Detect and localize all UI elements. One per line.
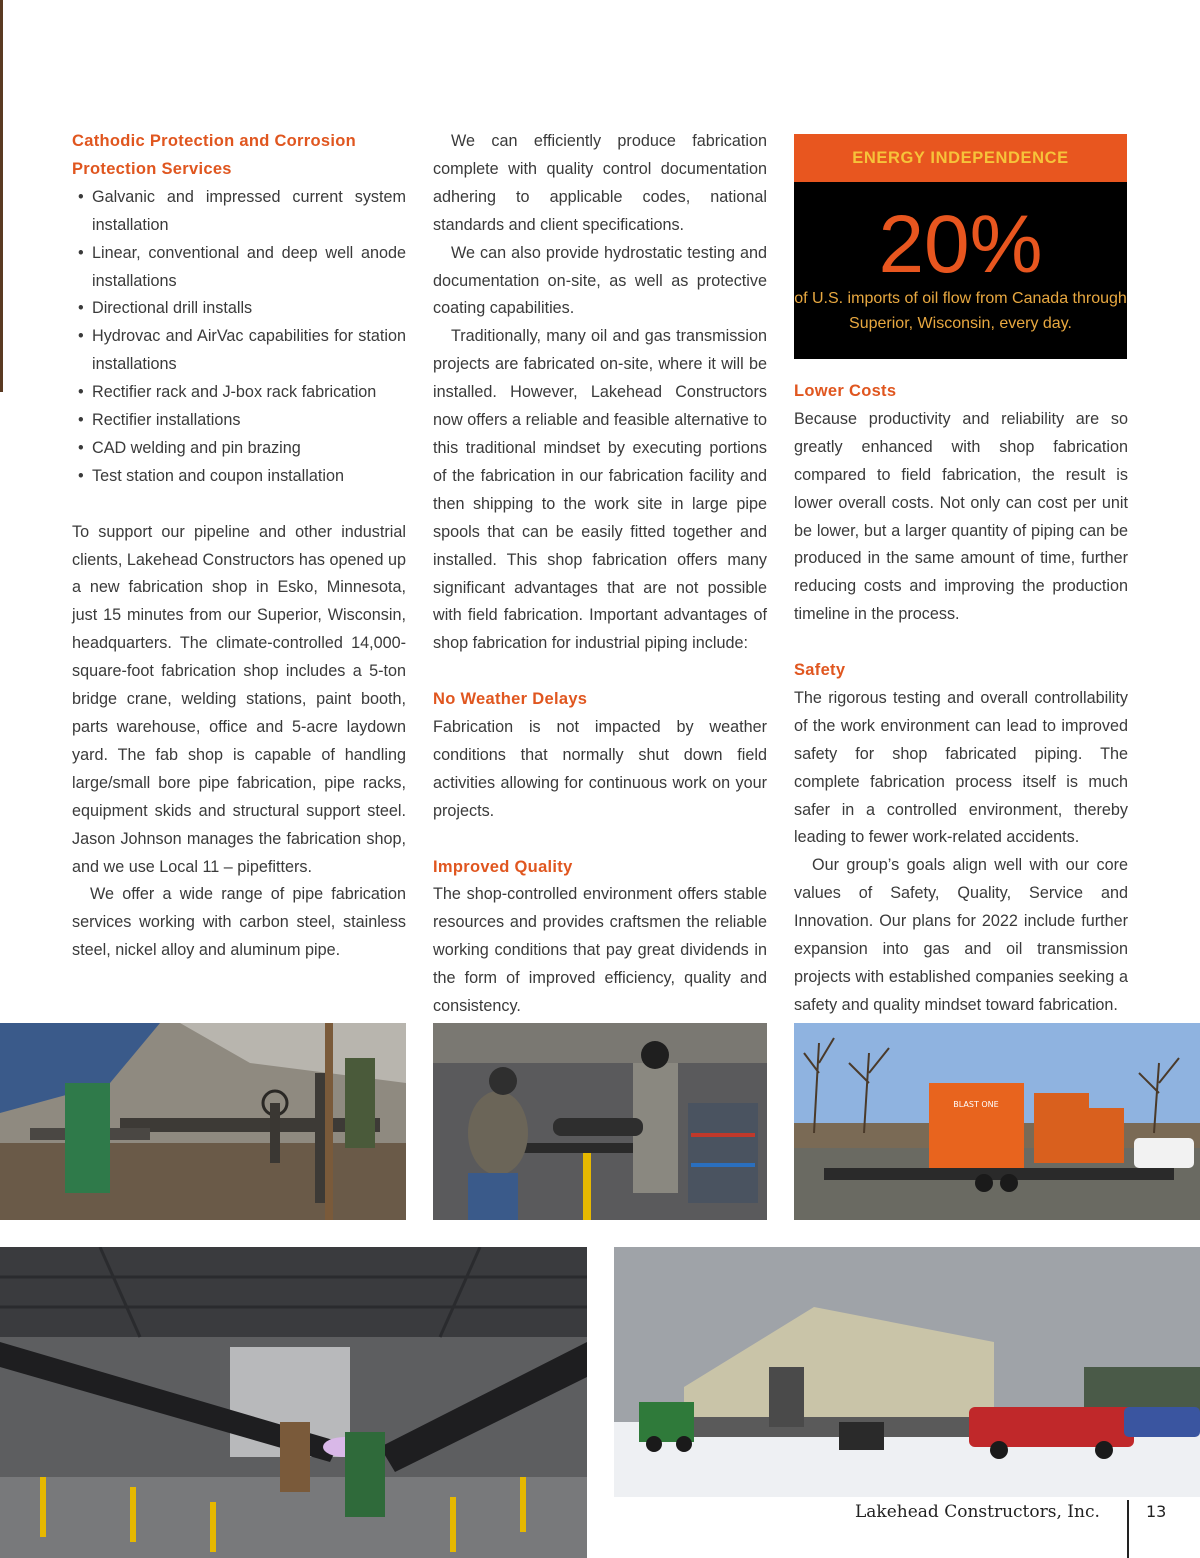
hydrostatic-paragraph: We can also provide hydrostatic testing and documentation on-site, as well as protective coating capabilities. — [433, 243, 767, 318]
cathodic-heading: Cathodic Protection and Corrosion Protection Services — [72, 132, 356, 178]
list-item: • Galvanic and impressed current system installation — [72, 184, 406, 240]
photo-tent-valves — [0, 1023, 406, 1220]
photo-shop-workers — [433, 1023, 767, 1220]
column-3 — [794, 378, 1128, 1020]
container-logo: BLAST ONE — [953, 1100, 999, 1109]
list-item: • CAD welding and pin brazing — [72, 435, 406, 463]
goals-paragraph: Our group’s goals align well with our core values of Safety, Quality, Service and Innovation. Our plans for 2022 include further expansion into gas and oil transmission projects with established companies seeking a safety and quality mindset toward fabrication. — [794, 856, 1128, 1014]
page-number: 13 — [1146, 1502, 1167, 1521]
safety-heading: Safety — [794, 661, 846, 680]
column-2 — [433, 128, 767, 1021]
energy-title: ENERGY INDEPENDENCE — [794, 134, 1127, 182]
list-item: • Test station and coupon installation — [72, 463, 406, 491]
photo-pipe-welding — [0, 1247, 587, 1558]
weather-heading: No Weather Delays — [433, 690, 588, 709]
costs-paragraph: Because productivity and reliability are so greatly enhanced with shop fabrication compared to field fabrication, the result is lower overall costs. Not only can cost per unit be lower, but a larger quantity of piping can be produced in the same amount of time, further reducing costs and improving the production timeline in the process. — [794, 409, 1128, 624]
services-paragraph: We offer a wide range of pipe fabrication services working with carbon steel, stainless steel, nickel alloy and aluminum pipe. — [72, 885, 406, 960]
column-1 — [72, 128, 406, 965]
footer-company: Lakehead Constructors, Inc. — [855, 1502, 1100, 1522]
photo-trailer — [794, 1023, 1200, 1220]
costs-heading: Lower Costs — [794, 382, 897, 400]
energy-stat: 20% — [878, 199, 1043, 290]
page-edge-bar — [0, 0, 3, 392]
safety-paragraph: The rigorous testing and overall controllability of the work environment can lead to improved safety for shop fabricated piping. The complete fabrication process itself is much safer in a controlled environment, thereby leading to fewer work-related accidents. — [794, 688, 1128, 847]
energy-text: of U.S. imports of oil flow from Canada through Superior, Wisconsin, every day. — [794, 290, 1127, 332]
services-list — [72, 184, 406, 491]
quality-paragraph: The shop-controlled environment offers stable resources and provides craftsmen the reliable working conditions that pay great dividends in the form of improved efficiency, quality and consistency. — [433, 885, 767, 1016]
photo-shop-building — [614, 1247, 1200, 1497]
energy-callout — [794, 134, 1127, 359]
footer-divider — [1127, 1500, 1129, 1558]
quality-docs-paragraph: We can efficiently produce fabrication complete with quality control documentation adhering to applicable codes, national standards and client specifications. — [433, 132, 767, 234]
list-item: • Hydrovac and AirVac capabilities for station installations — [72, 323, 406, 379]
list-item: • Rectifier rack and J-box rack fabrication — [72, 379, 406, 407]
list-item: • Directional drill installs — [72, 295, 406, 323]
list-item: • Rectifier installations — [72, 407, 406, 435]
fab-shop-paragraph: To support our pipeline and other industrial clients, Lakehead Constructors has opened up a new fabrication shop in Esko, Minnesota, just 15 minutes from our Superior, Wisconsin, headquarters. The climate-controlled 14,000-square-foot fabrication shop includes a 5-ton bridge crane, welding stations, paint booth, parts warehouse, office and 5-acre laydown yard. The fab shop is capable of handling large/small bore pipe fabrication, pipe racks, equipment skids and structural support steel. Jason Johnson manages the fabrication shop, and we use Local 11 – pipefitters. — [72, 522, 406, 876]
list-item: • Linear, conventional and deep well anode installations — [72, 240, 406, 296]
traditional-paragraph: Traditionally, many oil and gas transmission projects are fabricated on-site, where it will be installed. However, Lakehead Constructors now offers a reliable and feasible alternative to this traditional mindset by executing portions of the fabrication in our fabrication facility and then shipping to the work site in large pipe spools that can be easily fitted together and installed. This shop fabrication offers many significant advantages that are not possible with field fabrication. Important advantages of shop fabrication for industrial piping include: — [433, 327, 767, 653]
weather-paragraph: Fabrication is not impacted by weather conditions that normally shut down field activities allowing for continuous work on your projects. — [433, 718, 767, 820]
quality-heading: Improved Quality — [433, 857, 573, 876]
